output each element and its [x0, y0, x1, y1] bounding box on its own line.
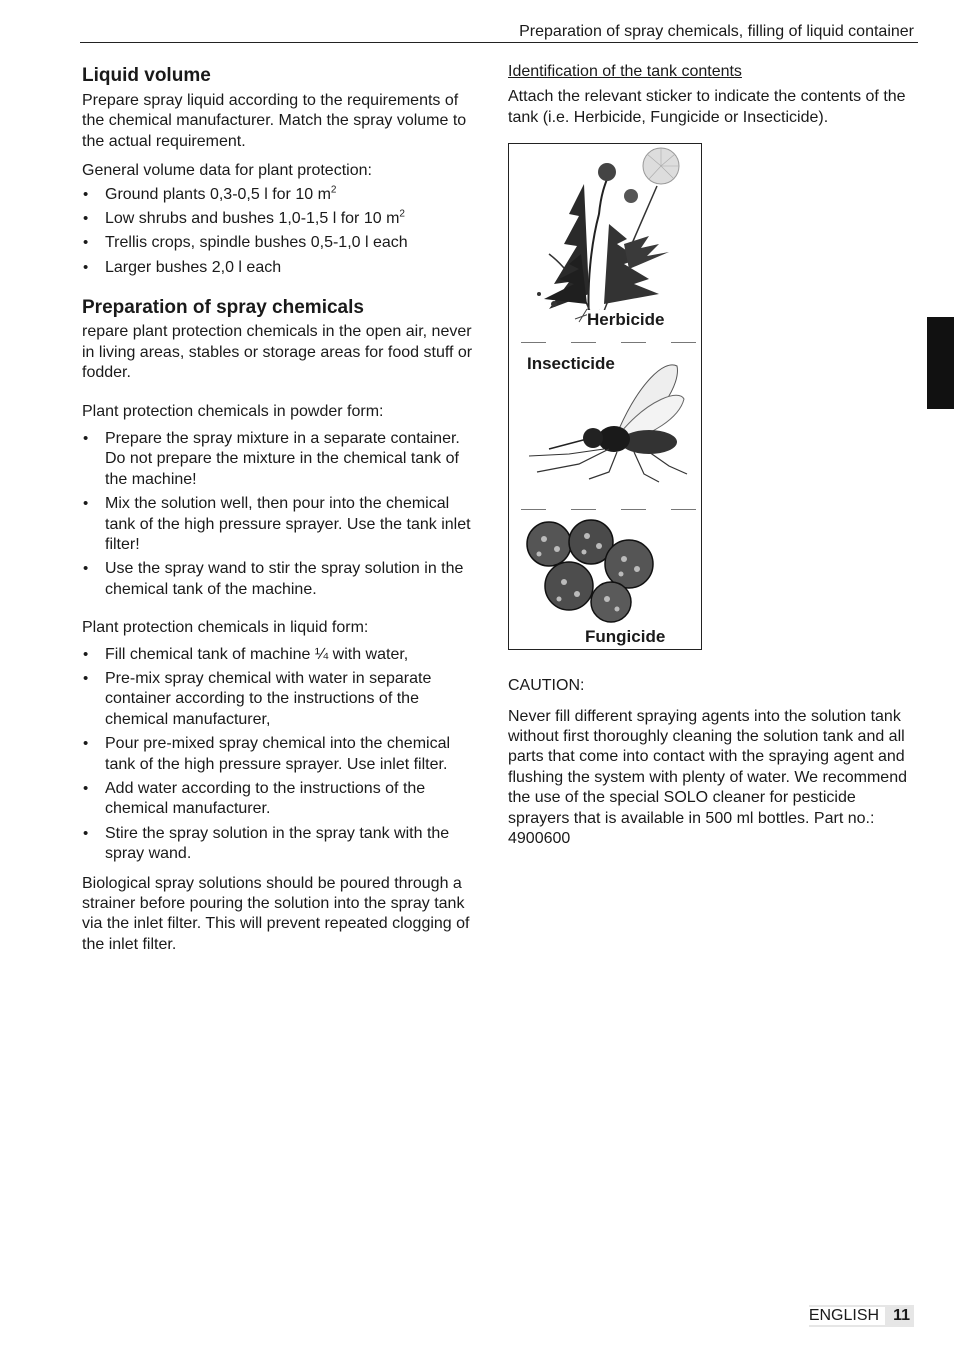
page-footer: [809, 1305, 914, 1327]
divider-dashes: [521, 509, 696, 510]
list-item: • Larger bushes 2,0 l each: [82, 258, 482, 278]
volume-list: [82, 185, 482, 279]
left-column: [82, 64, 482, 955]
section-tab-marker: [927, 317, 954, 409]
list-item: • Mix the solution well, then pour into the chemical tank of the high pressure sprayer. Use the tank inlet filter!: [82, 494, 482, 555]
list-item: • Pour pre-mixed spray chemical into the chemical tank of the high pressure sprayer. Use inlet filter.: [82, 734, 482, 775]
paragraph-biological: Biological spray solutions should be poured through a strainer before pouring the solution into the spray tank via the inlet filter. This will prevent repeated clogging of the inlet filter.: [82, 874, 470, 953]
heading-identification: Identification of the tank contents: [508, 63, 742, 80]
herbicide-label: Herbicide: [587, 310, 665, 330]
list-item: • Prepare the spray mixture in a separate container. Do not prepare the mixture in the chemical tank of the machine!: [82, 429, 482, 490]
footer-language: ENGLISH: [809, 1307, 885, 1325]
paragraph-general-volume: General volume data for plant protection:: [82, 162, 372, 180]
sticker-figure: [508, 143, 702, 650]
list-item: • Low shrubs and bushes 1,0-1,5 l for 10 $m^2$: [82, 209, 482, 229]
fungicide-label: Fungicide: [585, 627, 666, 647]
paragraph-liquid-form: Plant protection chemicals in liquid form:: [82, 619, 369, 637]
caution-text: Never fill different spraying agents into the solution tank without first thoroughly cleaning the solution tank and all parts that come into contact with the spraying agent and flushing the system with plenty of water. We recommend the use of the special SOLO cleaner for pesticide sprayers that is available in 500 ml bottles. Part no.: 4900600: [508, 707, 907, 848]
list-item: • Use the spray wand to stir the spray solution in the chemical tank of the machine.: [82, 559, 482, 600]
insecticide-label: Insecticide: [527, 354, 615, 374]
divider-dashes: [521, 342, 696, 343]
list-item: • Stire the spray solution in the spray tank with the spray wand.: [82, 824, 482, 865]
heading-liquid-volume: Liquid volume: [82, 65, 211, 86]
right-column: [508, 62, 908, 849]
list-item: • Fill chemical tank of machine ¼ with water,: [82, 645, 482, 665]
list-item: • Add water according to the instructions of the chemical manufacturer.: [82, 779, 482, 820]
header-rule: [80, 42, 918, 43]
paragraph-liquid-volume: Prepare spray liquid according to the requirements of the chemical manufacturer. Match the spray volume to the actual requirement.: [82, 92, 467, 150]
caution-label: CAUTION:: [508, 677, 585, 695]
page-number: 11: [893, 1307, 910, 1324]
list-item: • Pre-mix spray chemical with water in separate container according to the instructions of the chemical manufacturer,: [82, 669, 482, 730]
fly-illustration: [509, 354, 701, 484]
powder-list: [82, 429, 482, 600]
list-item: • Trellis crops, spindle bushes 0,5-1,0 l each: [82, 233, 482, 253]
liquid-form-list: [82, 645, 482, 865]
fungus-illustration: [509, 514, 701, 634]
paragraph-preparation: repare plant protection chemicals in the open air, never in living areas, stables or storage areas for food stuff or fodder.: [82, 323, 473, 382]
heading-preparation: Preparation of spray chemicals: [82, 297, 364, 319]
running-title: Preparation of spray chemicals, filling of liquid container: [519, 23, 914, 40]
paragraph-powder-form: Plant protection chemicals in powder form:: [82, 403, 384, 421]
paragraph-identification: Attach the relevant sticker to indicate the contents of the tank (i.e. Herbicide, Fungicide or Insecticide).: [508, 88, 906, 126]
list-item: • Ground plants 0,3-0,5 l for 10 $m^2$: [82, 185, 482, 205]
